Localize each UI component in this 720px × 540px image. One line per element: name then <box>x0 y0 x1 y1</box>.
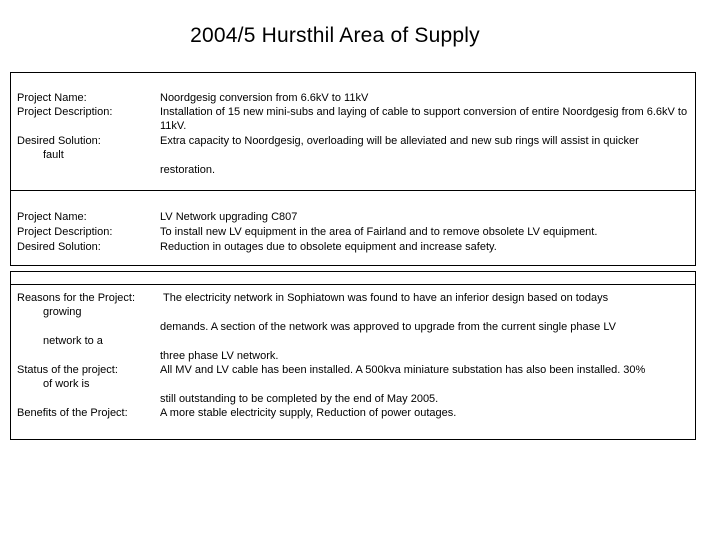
project-description-value: To install new LV equipment in the area of Fairland and to remove obsolete LV equipment. <box>160 226 598 238</box>
reasons-value-continued-2: three phase LV network. <box>160 350 279 362</box>
project-name-label: Project Name: <box>17 211 87 223</box>
desired-solution-label: Desired Solution: <box>17 241 101 253</box>
status-value-continued: still outstanding to be completed by the end of May 2005. <box>160 393 439 405</box>
desired-solution-value: Extra capacity to Noordgesig, overloading will be alleviated and new sub rings will assist in quicker <box>160 135 639 147</box>
status-label-overflow: of work is <box>43 378 90 390</box>
reasons-label: Reasons for the Project: <box>17 292 136 304</box>
desired-solution-label: Desired Solution: <box>17 135 101 147</box>
project-name-value: LV Network upgrading C807 <box>160 211 298 223</box>
project-description-value: Installation of 15 new mini-subs and laying of cable to support conversion of entire Noordgesig from 6.6kV to 11kV. <box>160 106 688 132</box>
project-description-label: Project Description: <box>17 106 113 118</box>
project-name-label: Project Name: <box>17 92 87 104</box>
desired-solution-value-continued: restoration. <box>160 164 216 176</box>
benefits-value: A more stable electricity supply, Reduction of power outages. <box>160 407 457 419</box>
project-description-label: Project Description: <box>17 226 113 238</box>
reasons-value: The electricity network in Sophiatown was found to have an inferior design based on todays <box>163 292 609 304</box>
desired-solution-value: Reduction in outages due to obsolete equipment and increase safety. <box>160 241 497 253</box>
reasons-value-continued: demands. A section of the network was approved to upgrade from the current single phase LV <box>160 321 616 333</box>
benefits-label: Benefits of the Project: <box>17 407 128 419</box>
page-title: 2004/5 Hursthil Area of Supply <box>190 24 480 47</box>
status-value: All MV and LV cable has been installed. A 500kva miniature substation has also been installed. 30% <box>160 364 646 376</box>
status-label: Status of the project: <box>17 364 118 376</box>
project-name-value: Noordgesig conversion from 6.6kV to 11kV <box>160 92 369 104</box>
desired-solution-label-overflow: fault <box>43 149 64 161</box>
divider-strip <box>10 271 696 285</box>
reasons-label-overflow: growing <box>43 306 82 318</box>
reasons-label-overflow-2: network to a <box>43 335 103 347</box>
